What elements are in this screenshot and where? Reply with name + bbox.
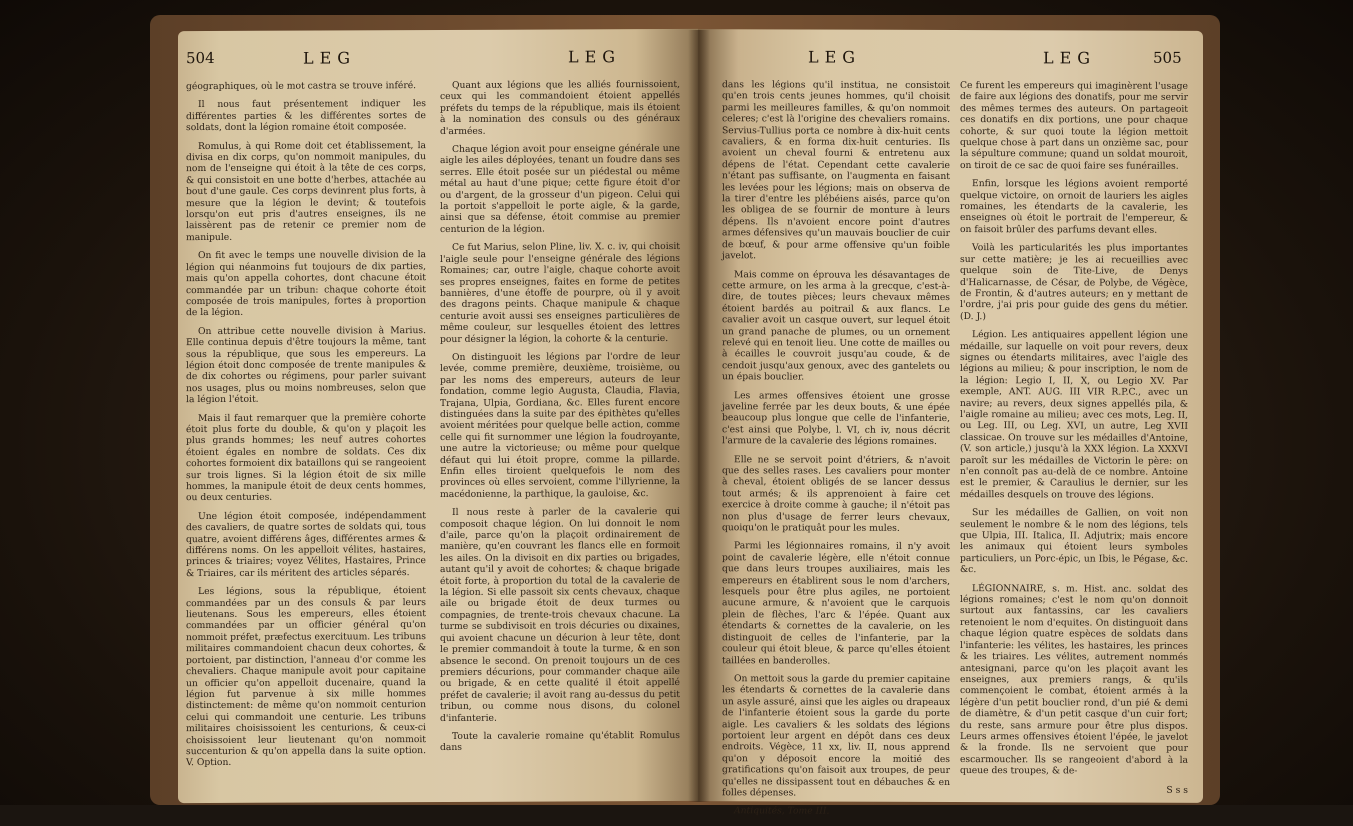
right-column-1: [722, 79, 950, 825]
paragraph: dans les légions qu'il institua, ne consistoit qu'en trois cents jeunes hommes, qu'il choisit parmi les meilleures familles, & qu'on nommoit celeres; c'est là l'origine des chevaliers romains. Servius-Tullius porta ce nombre à dix-huit cents cavaliers, & en forma dix-huit centuries. Ils avoient un cheval fourni & entretenu aux dépens de l'état. Cependant cette cavalerie n'étant pas suffisante, on l'augmenta en faisant les levées pour les légions; mais on observa de la tirer d'entre les plébéiens aisés, parce qu'on les obligea de se fournir de monture à leurs dépens. Ils n'avoient encore point d'autres armes défensives qu'un mauvais bouclier de cuir de bœuf, & pour arme offensive qu'un foible javelot.: [722, 79, 950, 262]
paragraph: On distinguoit les légions par l'ordre de leur levée, comme première, deuxième, troisième, ou par les noms des empereurs, auteurs de leur fondation, comme legio Augusta, Claudia, Flavia, Trajana, Ulpia, Gordiana, &c. Elles furent encore distinguées dans la suite par des épithètes qu'elles avoient méritées pour quelque belle action, comme celle qui fit surnommer une légion la foudroyante, une autre la victorieuse; ou même pour quelque défaut qui lui étoit propre, comme la pillarde. Enfin elles tiroient quelquefois le nom des provinces où elles servoient, comme l'illyrienne, la macédonienne, la parthique, la gauloise, &c.: [440, 350, 680, 500]
paragraph: Sur les médailles de Gallien, on voit non seulement le nombre & le nom des légions, tels que Ulpia, III. Italica, II. Adjutrix; mais encore les animaux qui étoient leurs symboles particuliers, un Porc-épic, un Ibis, le Pégase, &c. &c.: [960, 507, 1188, 576]
paragraph: Toute la cavalerie romaine qu'établit Romulus dans: [440, 729, 680, 754]
paragraph: Elle ne se servoit point d'étriers, & n'avoit que des selles rases. Les cavaliers pour monter à cheval, étoient obligés de se lancer dessus tout armés; & ils apprenoient à faire cet exercice à droite comme à gauche; il n'étoit pas non plus d'usage de ferrer leurs chevaux, quoiqu'on le pratiquât pour les mules.: [722, 453, 950, 534]
paragraph: géographiques, où le mot castra se trouve inféré.: [186, 80, 417, 93]
footer-volume: Antiquités, Tome III.: [734, 805, 830, 817]
paragraph: On mettoit sous la garde du premier capitaine les étendarts & cornettes de la cavalerie dans un asyle assuré, ainsi que les aigles ou drapeaux de l'infanterie étoient sous la garde du porte aigle. Les cavaliers & les soldats des légions portoient leur argent en dépôt dans ces deux endroits. Végèce, 11 xx, liv. II, nous apprend qu'on y déposoit encore la moitié des gratifications qu'on faisoit aux troupes, de peur qu'elles ne dissipassent tout en débauches & en folles dépenses.: [722, 673, 950, 799]
book-gutter: [688, 30, 710, 802]
paragraph: Les légions, sous la république, étoient commandées par un des consuls & par leurs lieutenans. Sous les empereurs, elles étoient commandées par un officier général qu'on nommoit préfet, præfectus exercituum. Les tribuns militaires commandoient chacun deux cohortes, & portoient, par distinction, l'anneau d'or comme les chevaliers. Chaque manipule avoit pour capitaine un officier qu'on appelloit ducenaire, quand la légion fut parvenue à six mille hommes distinctement: de même qu'on nommoit centurion celui qui commandoit une centurie. Les tribuns militaires choisissoient les centurions, & ceux-ci choisissoient leur lieutenant qu'on nommoit succenturion & qu'on appella dans la suite option. V. Option.: [186, 585, 426, 769]
paragraph: Légion. Les antiquaires appellent légion une médaille, sur laquelle on voit pour revers, deux signes ou étendarts militaires, avec l'aigle des légions au milieu; & pour inscription, le nom de la légion: Legio I, II, X, ou Legio XV. Par exemple, ANT. AUG. III VIR R.P.C., avec un navire; au revers, deux signes appellés pila, & l'aigle romaine au milieu; avec ces mots, Leg. II, ou Leg. III, ou Leg. XVI, un autre, Leg XVII classicae. On trouve sur les médailles d'Antoine, (V. son article,) jusqu'à la XXX légion. La XXXVI paroît sur les médailles de Victorin le père: on n'en connoît pas au-delà de ce nombre. Antoine est le premier, & Caraulius le dernier, sur les médailles desquels on trouve des légions.: [960, 329, 1188, 501]
paragraph: Il nous reste à parler de la cavalerie qui composoit chaque légion. On lui donnoit le nom d'aile, parce qu'on la plaçoit ordinairement de manière, qu'en couvrant les flancs elle en formoit les ailes. On la divisoit en dix parties ou brigades, autant qu'il y avoit de cohortes; & chaque brigade étoit forte, à proportion du total de la cavalerie de la légion. Si elle passoit six cents chevaux, chaque aile ou brigade étoit de deux turmes ou compagnies, de trente-trois chevaux chacune. La turme se subdivisoit en trois décuries ou dixaines, qui avoient chacune un décurion à leur tête, dont le premier commandoit à toute la turme, & en son absence le second. On prenoit toujours un de ces premiers décurions, pour commander chaque aile ou brigade, & en cette qualité il étoit appellé préfet de cavalerie; il avoit rang au-dessus du petit tribun, ou comme nous disons, du colonel d'infanterie.: [440, 506, 680, 724]
left-column-1: [186, 80, 426, 776]
paragraph: Mais comme on éprouva les désavantages de cette armure, on les arma à la grecque, c'est-à-dire, de toutes pièces; leurs chevaux mêmes étoient bardés au poitrail & aux flancs. Le cavalier avoit un casque ouvert, sur lequel étoit un grand panache de plumes, ou un ornement relevé qui en tenoit lieu. Une cotte de mailles ou à écailles le couvroit jusqu'au coude, & de cendoit jusqu'aux genoux, avec des gantelets ou un épais bouclier.: [722, 268, 950, 383]
left-header-2: LEG: [568, 47, 622, 67]
paragraph: On attribue cette nouvelle division à Marius. Elle continua depuis d'être toujours la même, tant sous la république, que sous les empereurs. La légion étoit donc composée de trente manipules & de dix cohortes ou régimens, pour parler suivant nos usages, plus ou moins nombreuses, selon que la légion l'étoit.: [186, 324, 426, 406]
paragraph: LÉGIONNAIRE, s. m. Hist. anc. soldat des légions romaines; c'est le nom qu'on donnoit surtout aux fantassins, car les cavaliers retenoient le nom d'equites. On distinguoit dans chaque légion quatre espèces de soldats dans l'infanterie: les vélites, les hastaires, les princes & les triaires. Les vélites, autrement nommés antesignani, parce qu'on les plaçoit avant les enseignes, aux premiers rangs, & qu'ils commençoient le combat, étoient armés à la légère d'un petit bouclier rond, d'un pié & demi de diamètre, & d'un petit casque d'un cuir fort; du reste, sans armure pour être plus dispos. Leurs armes offensives étoient l'épée, le javelot & la fronde. Ils ne servoient que pour escarmoucher. Ils se rangeoient d'abord à la queue des troupes, & de-: [960, 582, 1188, 777]
paragraph: Enfin, lorsque les légions avoient remporté quelque victoire, on ornoit de lauriers les aigles romaines, les étendarts de la cavalerie, les enseignes où étoit le portrait de l'empereur, & on faisoit brûler des parfums devant elles.: [960, 178, 1188, 236]
right-page-number: 505: [1153, 48, 1182, 67]
paragraph: Une légion étoit composée, indépendamment des cavaliers, de quatre sortes de soldats qui, tous quatre, avoient différens âges, différentes armes & différens noms. On les appelloit vélites, hastaires, princes & triaires; voyez Vélites, Hastaires, Prince & Triaires, car ils méritent des articles séparés.: [186, 509, 426, 579]
signature-mark: S s s: [1166, 784, 1188, 796]
left-column-2: [440, 79, 680, 761]
right-column-2: [960, 80, 1188, 803]
paragraph: Parmi les légionnaires romains, il n'y avoit point de cavalerie légère, elle n'étoit connue que dans leurs troupes auxiliaires, mais les empereurs en établirent sous le nom d'archers, lesquels pour être plus agiles, ne portoient aucune armure, & n'avoient que le carquois plein de flèches, l'arc & l'épée. Quant aux étendarts & cornettes de la cavalerie, on les distinguoit de celles de l'infanterie, par la couleur qui étoit bleue, & parce qu'elles étoient taillées en banderolles.: [722, 540, 950, 667]
right-header-2: LEG: [1043, 48, 1097, 68]
paragraph: Chaque légion avoit pour enseigne générale une aigle les ailes déployées, tenant un foudre dans ses serres. Elle étoit posée sur un piédestal ou même métal au haut d'une pique; cette figure étoit d'or ou d'argent, de la grosseur d'un pigeon. Celui qui la portoit s'appelloit le porte aigle, & la garde, ainsi que sa défense, étoit commise au premier centurion de la légion.: [440, 142, 680, 235]
paragraph: Mais il faut remarquer que la première cohorte étoit plus forte du double, & qu'on y plaçoit les plus grands hommes; les neuf autres cohortes étoient égales en nombre de soldats. Ces dix cohortes formoient dix bataillons qui se rangeoient sur trois lignes. Si la légion étoit de six mille hommes, la manipule étoit de deux cents hommes, ou deux centuries.: [186, 411, 426, 504]
paragraph: On fit avec le temps une nouvelle division de la légion qui néanmoins fut toujours de dix parties, mais qu'on appella cohortes, dont chacune étoit commandée par un tribun: chaque cohorte étoit composée de trois manipules, fortes à proportion de la légion.: [186, 249, 426, 319]
left-page-number: 504: [186, 48, 215, 68]
paragraph: Les armes offensives étoient une grosse javeline ferrée par les deux bouts, & une épée beaucoup plus longue que celle de l'infanterie, c'est ainsi que Polybe, l. VI, ch iv, nous décrit l'armure de la cavalerie des légions romaines.: [722, 389, 950, 448]
paragraph: Ce fut Marius, selon Pline, liv. X. c. iv, qui choisit l'aigle seule pour l'enseigne générale des légions Romaines; car, outre l'aigle, chaque cohorte avoit ses propres enseignes, faites en forme de petites bannières, d'une étoffe de pourpre, où il y avoit des dragons peints. Chaque manipule & chaque centurie avoit aussi ses enseignes particulières de même couleur, sur lesquelles étoient des lettres pour désigner la légion, la cohorte & la centurie.: [440, 241, 680, 345]
paragraph: Il nous faut présentement indiquer les différentes parties & les différentes sortes de soldats, dont la légion romaine étoit composée.: [186, 98, 426, 134]
right-header-1: LEG: [808, 47, 862, 67]
paragraph: Ce furent les empereurs qui imaginèrent l'usage de faire aux légions des donatifs, pour me servir des mêmes termes des auteurs. On partageoit ces donatifs en dix portions, une pour chaque cohorte, & sur quoi toute la légion mettoit quelque chose à part dans un onzième sac, pour la sépulture commune; quand un soldat mouroit, on tiroit de ce sac de quoi faire ses funérailles.: [960, 80, 1188, 172]
left-header-1: LEG: [303, 48, 357, 68]
right-page: [698, 29, 1203, 817]
paragraph: Romulus, à qui Rome doit cet établissement, la divisa en dix corps, qu'on nommoit manipules, du nom de l'enseigne qui étoit à la tête de ces corps, & qui consistoit en une botte d'herbes, attachée au bout d'une gaule. Ces corps devinrent plus forts, à mesure que la légion le devint; & toutefois lorsqu'on eut pris d'autres enseignes, ils ne laissèrent pas de retenir ce premier nom de manipule.: [186, 139, 426, 243]
paragraph: Quant aux légions que les alliés fournissoient, ceux qui les commandoient étoient appellés préfets du temps de la république, mais ils étoient à la nomination des consuls ou des généraux d'armées.: [440, 78, 680, 137]
left-page: [178, 29, 698, 803]
paragraph: Voilà les particularités les plus importantes sur cette matière; je les ai recueillies avec quelque soin de Tite-Live, de Denys d'Halicarnasse, de César, de Polybe, de Végèce, de Frontin, & d'autres auteurs; en y mettant de l'ordre, j'ai pris pour guide des gens du métier. (D. J.): [960, 242, 1188, 322]
